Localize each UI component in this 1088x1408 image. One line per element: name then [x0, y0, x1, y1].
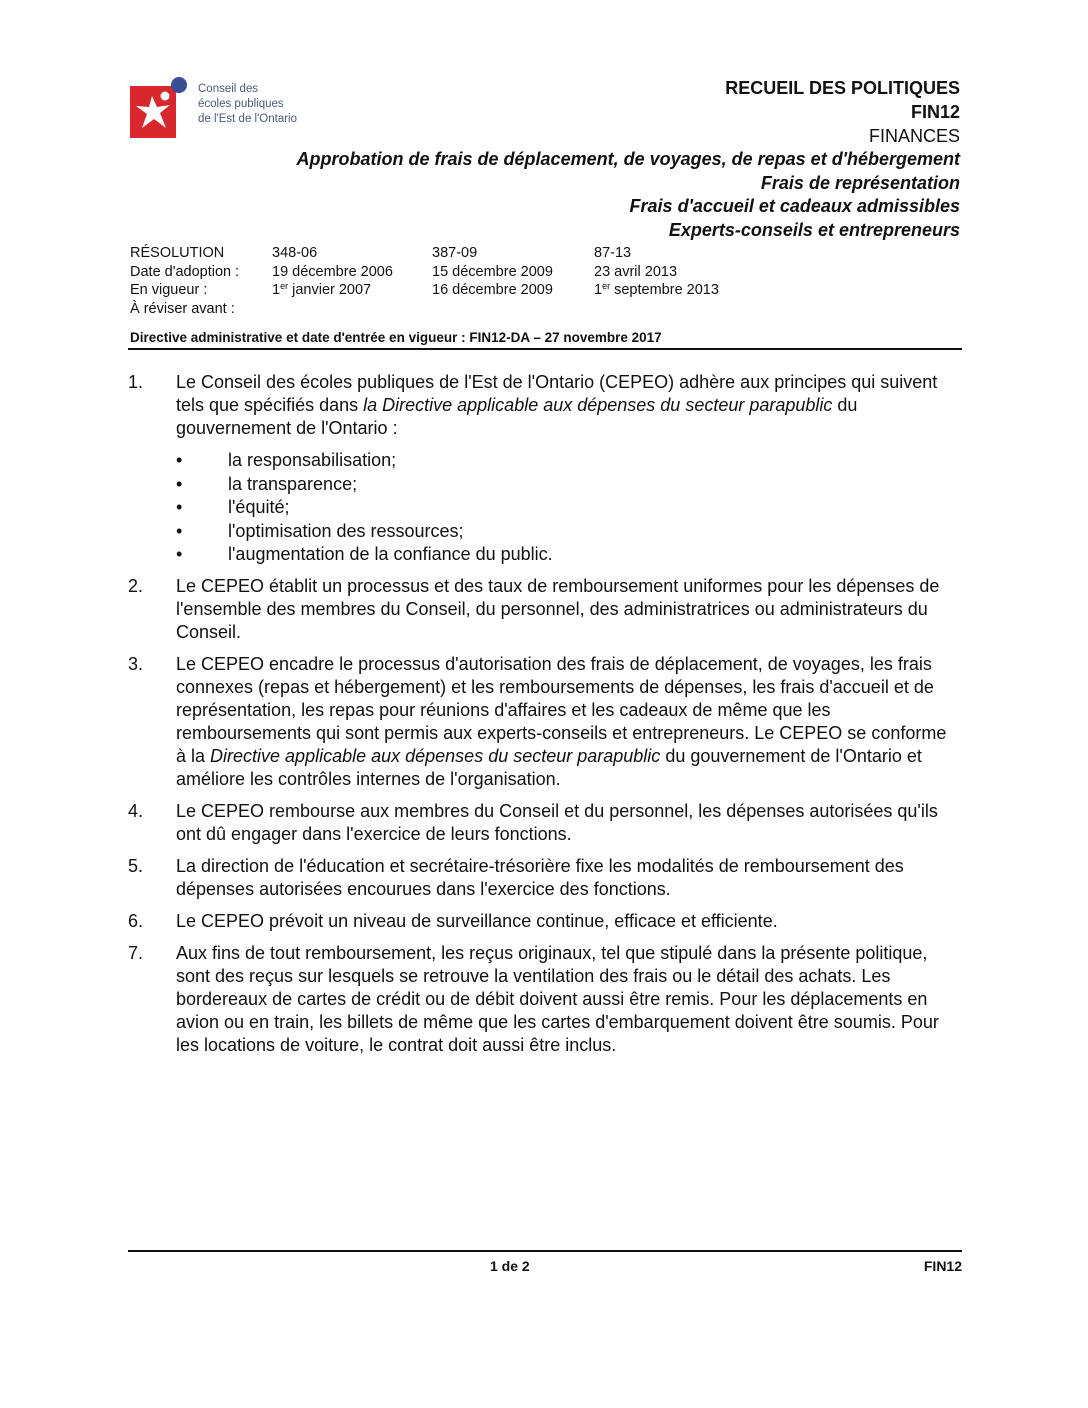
item-number: 7. — [128, 942, 144, 963]
item-text-emphasis: Directive applicable aux dépenses du secteur parapublic — [210, 745, 661, 766]
item-number: 2. — [128, 575, 144, 596]
effective-date-1-rest: janvier 2007 — [288, 282, 372, 298]
policy-item-5 — [128, 855, 960, 901]
adoption-date-1: 19 décembre 2006 — [272, 263, 393, 280]
policy-title-4: Experts-conseils et entrepreneurs — [668, 219, 960, 240]
header-divider — [128, 348, 962, 350]
policy-item-2 — [128, 575, 960, 644]
item-text: Le CEPEO rembourse aux membres du Conseil et du personnel, les dépenses autorisées qu'ils ont dû engager dans l'exercice de leurs fonctions. — [176, 800, 938, 844]
principle-text: l'optimisation des ressources; — [228, 520, 464, 541]
policy-item-4 — [128, 800, 960, 846]
policy-item-7 — [128, 942, 960, 1057]
page-number: 1 de 2 — [490, 1258, 530, 1274]
footer-policy-code: FIN12 — [923, 1258, 962, 1274]
footer-divider — [128, 1250, 962, 1252]
policy-title-2: Frais de représentation — [760, 172, 960, 193]
item-text: Aux fins de tout remboursement, les reçus originaux, tel que stipulé dans la présente politique, sont des reçus sur lesquels se retrouve la ventilation des frais ou le détail des achats. Les bordereaux de cartes de crédit ou de débit doivent aussi être remis. Pour les déplacements en avion ou en train, les billets de même que les cartes d'embarquement doivent être soumis. Pour les locations de voiture, le contrat doit aussi être inclus. — [176, 942, 939, 1055]
principle-text: la transparence; — [228, 473, 358, 494]
review-label: À réviser avant : — [130, 300, 235, 317]
item-number: 6. — [128, 910, 144, 931]
logo-wordmark — [198, 82, 297, 127]
bullet-icon: • — [176, 544, 183, 564]
effective-date-1-ordinal: er — [280, 281, 289, 291]
bullet-icon: • — [176, 473, 183, 494]
resolution-2: 387-09 — [432, 245, 478, 261]
resolution-3: 87-13 — [594, 245, 632, 261]
logo-line-3: de l'Est de l'Ontario — [198, 113, 297, 125]
policy-section: FINANCES — [868, 126, 960, 146]
item-text: La direction de l'éducation et secrétaire-trésorière fixe les modalités de remboursement des dépenses autorisées encourues dans l'exercice des fonctions. — [176, 855, 904, 899]
principles-list — [176, 449, 960, 567]
resolution-label: RÉSOLUTION — [130, 245, 225, 261]
item-number: 3. — [128, 653, 144, 674]
effective-date-3-day: 1 — [594, 282, 603, 298]
item-text: Le CEPEO prévoit un niveau de surveillance continue, efficace et efficiente. — [176, 910, 778, 931]
item-text-part: du gouvernement de l'Ontario : — [176, 395, 858, 438]
logo-line-1: Conseil des — [198, 83, 259, 95]
effective-label: En vigueur : — [130, 282, 208, 298]
item-text-emphasis: la Directive applicable aux dépenses du secteur parapublic — [363, 395, 833, 415]
effective-date-1 — [272, 281, 371, 300]
policy-body — [128, 371, 960, 1066]
item-text — [176, 653, 960, 791]
item-number: 4. — [128, 800, 144, 821]
item-text-part: Le CEPEO encadre le processus d'autorisation des frais de déplacement, de voyages, les frais connexes (repas et hébergement) et les remboursements de dépenses, les frais d'accueil et de représentation, les repas pour réunions d'affaires et les cadeaux de même que les remboursements qui sont permis aux experts-conseils et entrepreneurs. Le CEPEO se conforme à la — [176, 653, 947, 766]
document-header — [297, 76, 960, 242]
item-text — [176, 371, 960, 440]
effective-date-2: 16 décembre 2009 — [432, 282, 553, 298]
logo-line-2: écoles publiques — [198, 98, 284, 110]
resolution-1: 348-06 — [272, 245, 318, 261]
adoption-label: Date d'adoption : — [130, 263, 240, 280]
item-number: 5. — [128, 855, 144, 876]
administrative-directive: Directive administrative et date d'entrée en vigueur : FIN12-DA – 27 novembre 2017 — [130, 330, 662, 345]
collection-title: RECUEIL DES POLITIQUES — [725, 78, 960, 98]
effective-date-1-day: 1 — [272, 282, 281, 298]
policy-title-1: Approbation de frais de déplacement, de voyages, de repas et d'hébergement — [296, 149, 960, 169]
bullet-icon: • — [176, 497, 183, 517]
cepeo-logo — [130, 76, 297, 142]
policy-code: FIN12 — [910, 102, 960, 122]
adoption-date-3: 23 avril 2013 — [594, 263, 678, 280]
principle-item — [176, 449, 960, 473]
principle-item — [176, 543, 960, 567]
effective-date-3-ordinal: er — [602, 281, 611, 291]
item-text-part: Le Conseil des écoles publiques de l'Est de l'Ontario (CEPEO) adhère aux principes qui suivent tels que spécifiés dans — [176, 372, 938, 415]
principle-text: l'augmentation de la confiance du public. — [228, 544, 553, 564]
bullet-icon: • — [176, 520, 183, 541]
cepeo-star-figure-icon — [130, 76, 190, 140]
bullet-icon: • — [176, 450, 183, 470]
item-text-part: du gouvernement de l'Ontario et améliore les contrôles internes de l'organisation. — [176, 745, 922, 789]
item-number: 1. — [128, 372, 144, 392]
effective-date-3 — [594, 281, 719, 300]
policy-item-6 — [128, 910, 960, 933]
effective-date-3-rest: septembre 2013 — [610, 282, 719, 298]
policy-item-1 — [128, 371, 960, 440]
principle-item — [176, 473, 960, 497]
adoption-date-2: 15 décembre 2009 — [432, 263, 553, 280]
principle-text: l'équité; — [228, 497, 290, 517]
item-text: Le CEPEO établit un processus et des taux de remboursement uniformes pour les dépenses de l'ensemble des membres du Conseil, du personnel, des administratrices ou administrateurs du Conseil. — [176, 575, 940, 642]
principle-item — [176, 496, 960, 520]
principle-item — [176, 520, 960, 544]
policy-item-3 — [128, 653, 960, 791]
policy-title-3: Frais d'accueil et cadeaux admissibles — [629, 196, 960, 216]
principle-text: la responsabilisation; — [228, 450, 397, 470]
